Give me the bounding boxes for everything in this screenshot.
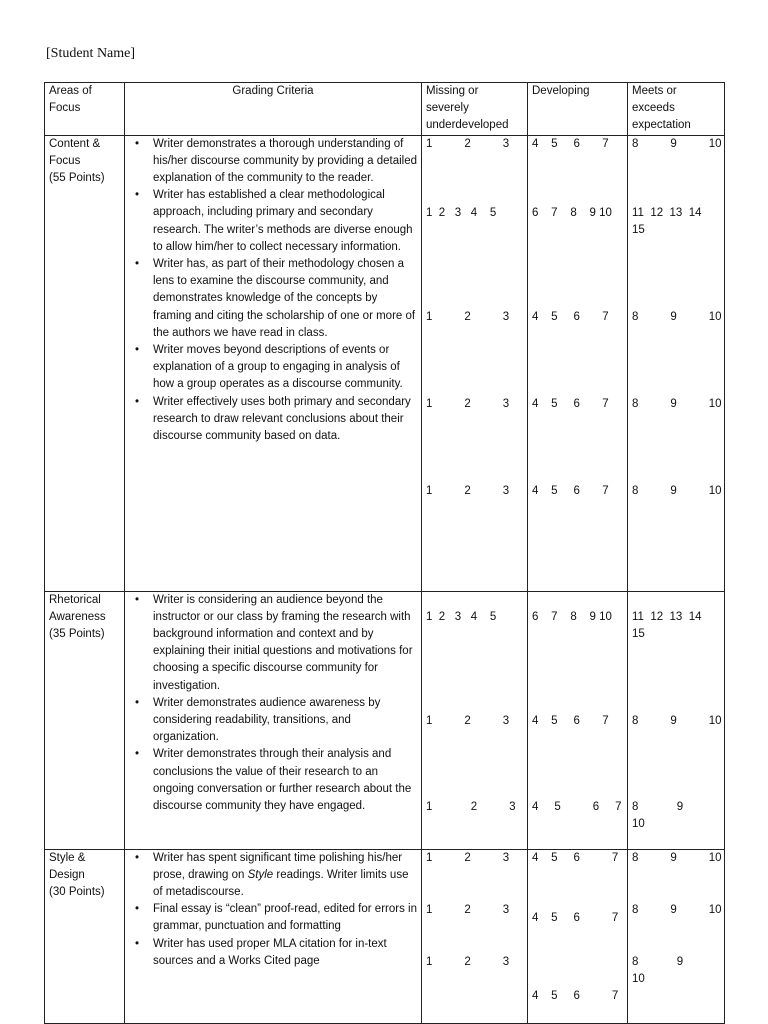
section-row [45, 135, 725, 591]
section-row [45, 849, 725, 1023]
criterion-item: • Writer demonstrates through their analysis and conclusions the value of their research to an ongoing conversation or further research about the discourse community they have engaged. [129, 746, 417, 815]
developing-score: 6 7 8 9 10 [532, 206, 612, 219]
developing-score: 4 5 6 7 [532, 851, 619, 864]
meets-score: 8 9 10 [632, 714, 722, 727]
missing-score: 1 2 3 [426, 800, 516, 813]
missing-score: 1 2 3 4 5 [426, 206, 497, 219]
missing-score: 1 2 3 [426, 137, 510, 150]
meets-score: 8 9 10 [632, 484, 722, 497]
criteria-cell [125, 135, 422, 591]
missing-cell [422, 135, 528, 591]
meets-score: 11 12 13 14 15 [632, 206, 708, 236]
criterion-item: • Writer has established a clear methodological approach, including primary and secondary research. The writer’s methods are diverse enough to allow him/her to collect necessary information. [129, 187, 417, 256]
criterion-item: • Writer has spent significant time polishing his/her prose, drawing on Style readings. Writer limits use of metadiscourse. [129, 850, 417, 902]
developing-score: 4 5 6 7 [532, 800, 622, 813]
missing-score: 1 2 3 [426, 397, 510, 410]
area-title: Rhetorical Awareness [49, 593, 106, 623]
area-title: Content & Focus [49, 137, 101, 167]
header-developing: Developing [528, 83, 628, 136]
area-points: (55 Points) [49, 172, 105, 185]
developing-score: 4 5 6 7 [532, 137, 609, 150]
developing-score: 4 5 6 7 [532, 714, 609, 727]
developing-score: 4 5 6 7 [532, 911, 619, 924]
section-row [45, 591, 725, 849]
developing-score: 6 7 8 9 10 [532, 610, 612, 623]
criterion-item: • Writer has used proper MLA citation for in-text sources and a Works Cited page [129, 936, 417, 970]
meets-score: 8 9 10 [632, 955, 722, 985]
meets-score: 11 12 13 14 15 [632, 610, 708, 640]
missing-score: 1 2 3 [426, 851, 510, 864]
meets-score: 8 9 10 [632, 800, 722, 830]
missing-score: 1 2 3 [426, 714, 510, 727]
developing-cell [528, 135, 628, 591]
area-points: (35 Points) [49, 628, 105, 641]
missing-score: 1 2 3 4 5 [426, 610, 497, 623]
criteria-cell [125, 849, 422, 1023]
area-cell [45, 135, 125, 591]
header-row [45, 83, 725, 136]
criterion-item: • Writer has, as part of their methodology chosen a lens to examine the discourse community, and demonstrates knowledge of the concepts by framing and citing the scholarship of one or more of the authors we have read in class. [129, 256, 417, 342]
rubric-body [45, 135, 725, 1023]
meets-cell [628, 135, 725, 591]
missing-score: 1 2 3 [426, 484, 510, 497]
developing-score: 4 5 6 7 [532, 310, 609, 323]
developing-cell [528, 591, 628, 849]
meets-score: 8 9 10 [632, 310, 722, 323]
meets-cell [628, 591, 725, 849]
criterion-item: • Writer effectively uses both primary and secondary research to draw relevant conclusions about their discourse community based on data. [129, 394, 417, 446]
meets-score: 8 9 10 [632, 851, 722, 864]
developing-cell [528, 849, 628, 1023]
meets-cell [628, 849, 725, 1023]
developing-score: 4 5 6 7 [532, 484, 609, 497]
area-cell [45, 849, 125, 1023]
area-points: (30 Points) [49, 886, 105, 899]
missing-score: 1 2 3 [426, 310, 510, 323]
header-meets: Meets or exceeds expectation [628, 83, 725, 136]
missing-score: 1 2 3 [426, 903, 510, 916]
criteria-cell [125, 591, 422, 849]
meets-score: 8 9 10 [632, 397, 722, 410]
criterion-item: • Writer is considering an audience beyond the instructor or our class by framing the research with background information and context and by explaining their initial questions and motivations for choosing a specific discourse community for investigation. [129, 592, 417, 695]
criterion-item: • Final essay is “clean” proof-read, edited for errors in grammar, punctuation and formatting [129, 901, 417, 935]
developing-score: 4 5 6 7 [532, 397, 609, 410]
student-name: [Student Name] [46, 46, 136, 61]
header-missing: Missing or severely underdeveloped [422, 83, 528, 136]
area-cell [45, 591, 125, 849]
missing-score: 1 2 3 [426, 955, 510, 968]
header-areas: Areas of Focus [45, 83, 125, 136]
header-criteria: Grading Criteria [125, 83, 422, 136]
developing-score: 4 5 6 7 [532, 989, 619, 1002]
criterion-item: • Writer demonstrates audience awareness by considering readability, transitions, and organization. [129, 695, 417, 747]
area-title: Style & Design [49, 851, 86, 881]
meets-score: 8 9 10 [632, 903, 722, 916]
meets-score: 8 9 10 [632, 137, 722, 150]
criterion-item: • Writer demonstrates a thorough understanding of his/her discourse community by providing a detailed explanation of the community to the reader. [129, 136, 417, 188]
rubric-table [44, 82, 725, 1024]
missing-cell [422, 591, 528, 849]
missing-cell [422, 849, 528, 1023]
criterion-item: • Writer moves beyond descriptions of events or explanation of a group to engaging in analysis of how a group operates as a discourse community. [129, 342, 417, 394]
